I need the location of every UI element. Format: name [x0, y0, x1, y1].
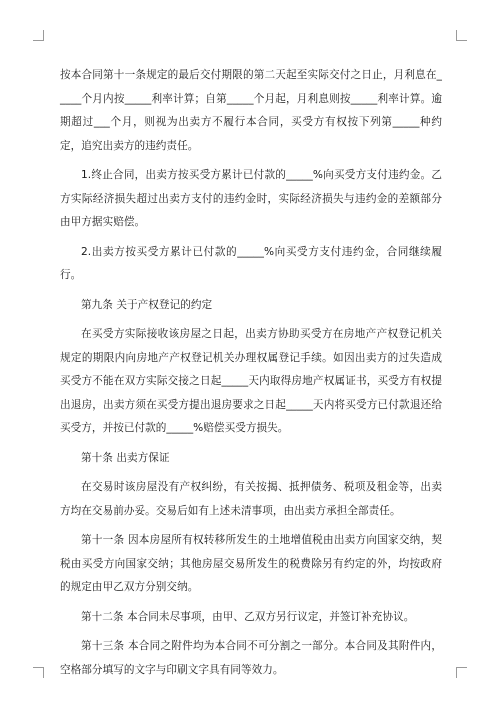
paragraph-continue-contract: 2.出卖方按买受方累计已付款的_____%向买受方支付违约金，合同继续履行。 — [60, 245, 442, 281]
heading-article-9: 第九条 关于产权登记的约定 — [81, 298, 213, 311]
crop-mark-bottom-right — [456, 667, 467, 678]
paragraph-article-12: 第十二条 本合同未尽事项，由甲、乙双方另行议定，并签订补充协议。 — [81, 610, 415, 623]
heading-article-10: 第十条 出卖方保证 — [81, 451, 170, 464]
paragraph-overdue-interest: 按本合同第十一条规定的最后交付期限的第二天起至实际交付之日止，月利息在_____个月内按_____利率计算；自第_____个月起，月利息则按_____利率计算。逾期超过___个月，则视为出卖方不履行本合同，买受方有权按下列第_____种约定，追究出卖方的违约责任。 — [60, 69, 442, 152]
paragraph-property-registration: 在买受方实际接收该房屋之日起，出卖方协助买受方在房地产产权登记机关规定的期限内向房地产产权登记机关办理权属登记手续。如因出卖方的过失造成买受方不能在双方实际交接之日起_____天内取得房地产权属证书，买受方有权提出退房，出卖方须在买受方提出退房要求之日起_____天内将买受方已付款退还给买受方，并按已付款的_____%赔偿买受方损失。 — [60, 328, 442, 434]
paragraph-article-13: 第十三条 本合同之附件均为本合同不可分割之一部分。本合同及其附件内，空格部分填写的文字与印刷文字具有同等效力。 — [60, 640, 442, 676]
crop-mark-top-right — [456, 30, 467, 41]
paragraph-article-11-taxes: 第十一条 因本房屋所有权转移所发生的土地增值税由出卖方向国家交纳，契税由买受方向国家交纳；其他房屋交易所发生的税费除另有约定的外，均按政府的规定由甲乙双方分别交纳。 — [60, 534, 442, 593]
paragraph-seller-guarantee: 在交易时该房屋没有产权纠纷，有关按揭、抵押债务、税项及租金等，出卖方均在交易前办妥。交易后如有上述未清事项，由出卖方承担全部责任。 — [60, 481, 442, 517]
crop-mark-top-left — [33, 30, 44, 41]
crop-mark-bottom-left — [33, 667, 44, 678]
document-body — [60, 64, 442, 688]
paragraph-terminate-contract: 1.终止合同，出卖方按买受方累计已付款的_____%向买受方支付违约金。乙方实际经济损失超过出卖方支付的违约金时，实际经济损失与违约金的差额部分由甲方据实赔偿。 — [60, 169, 442, 228]
